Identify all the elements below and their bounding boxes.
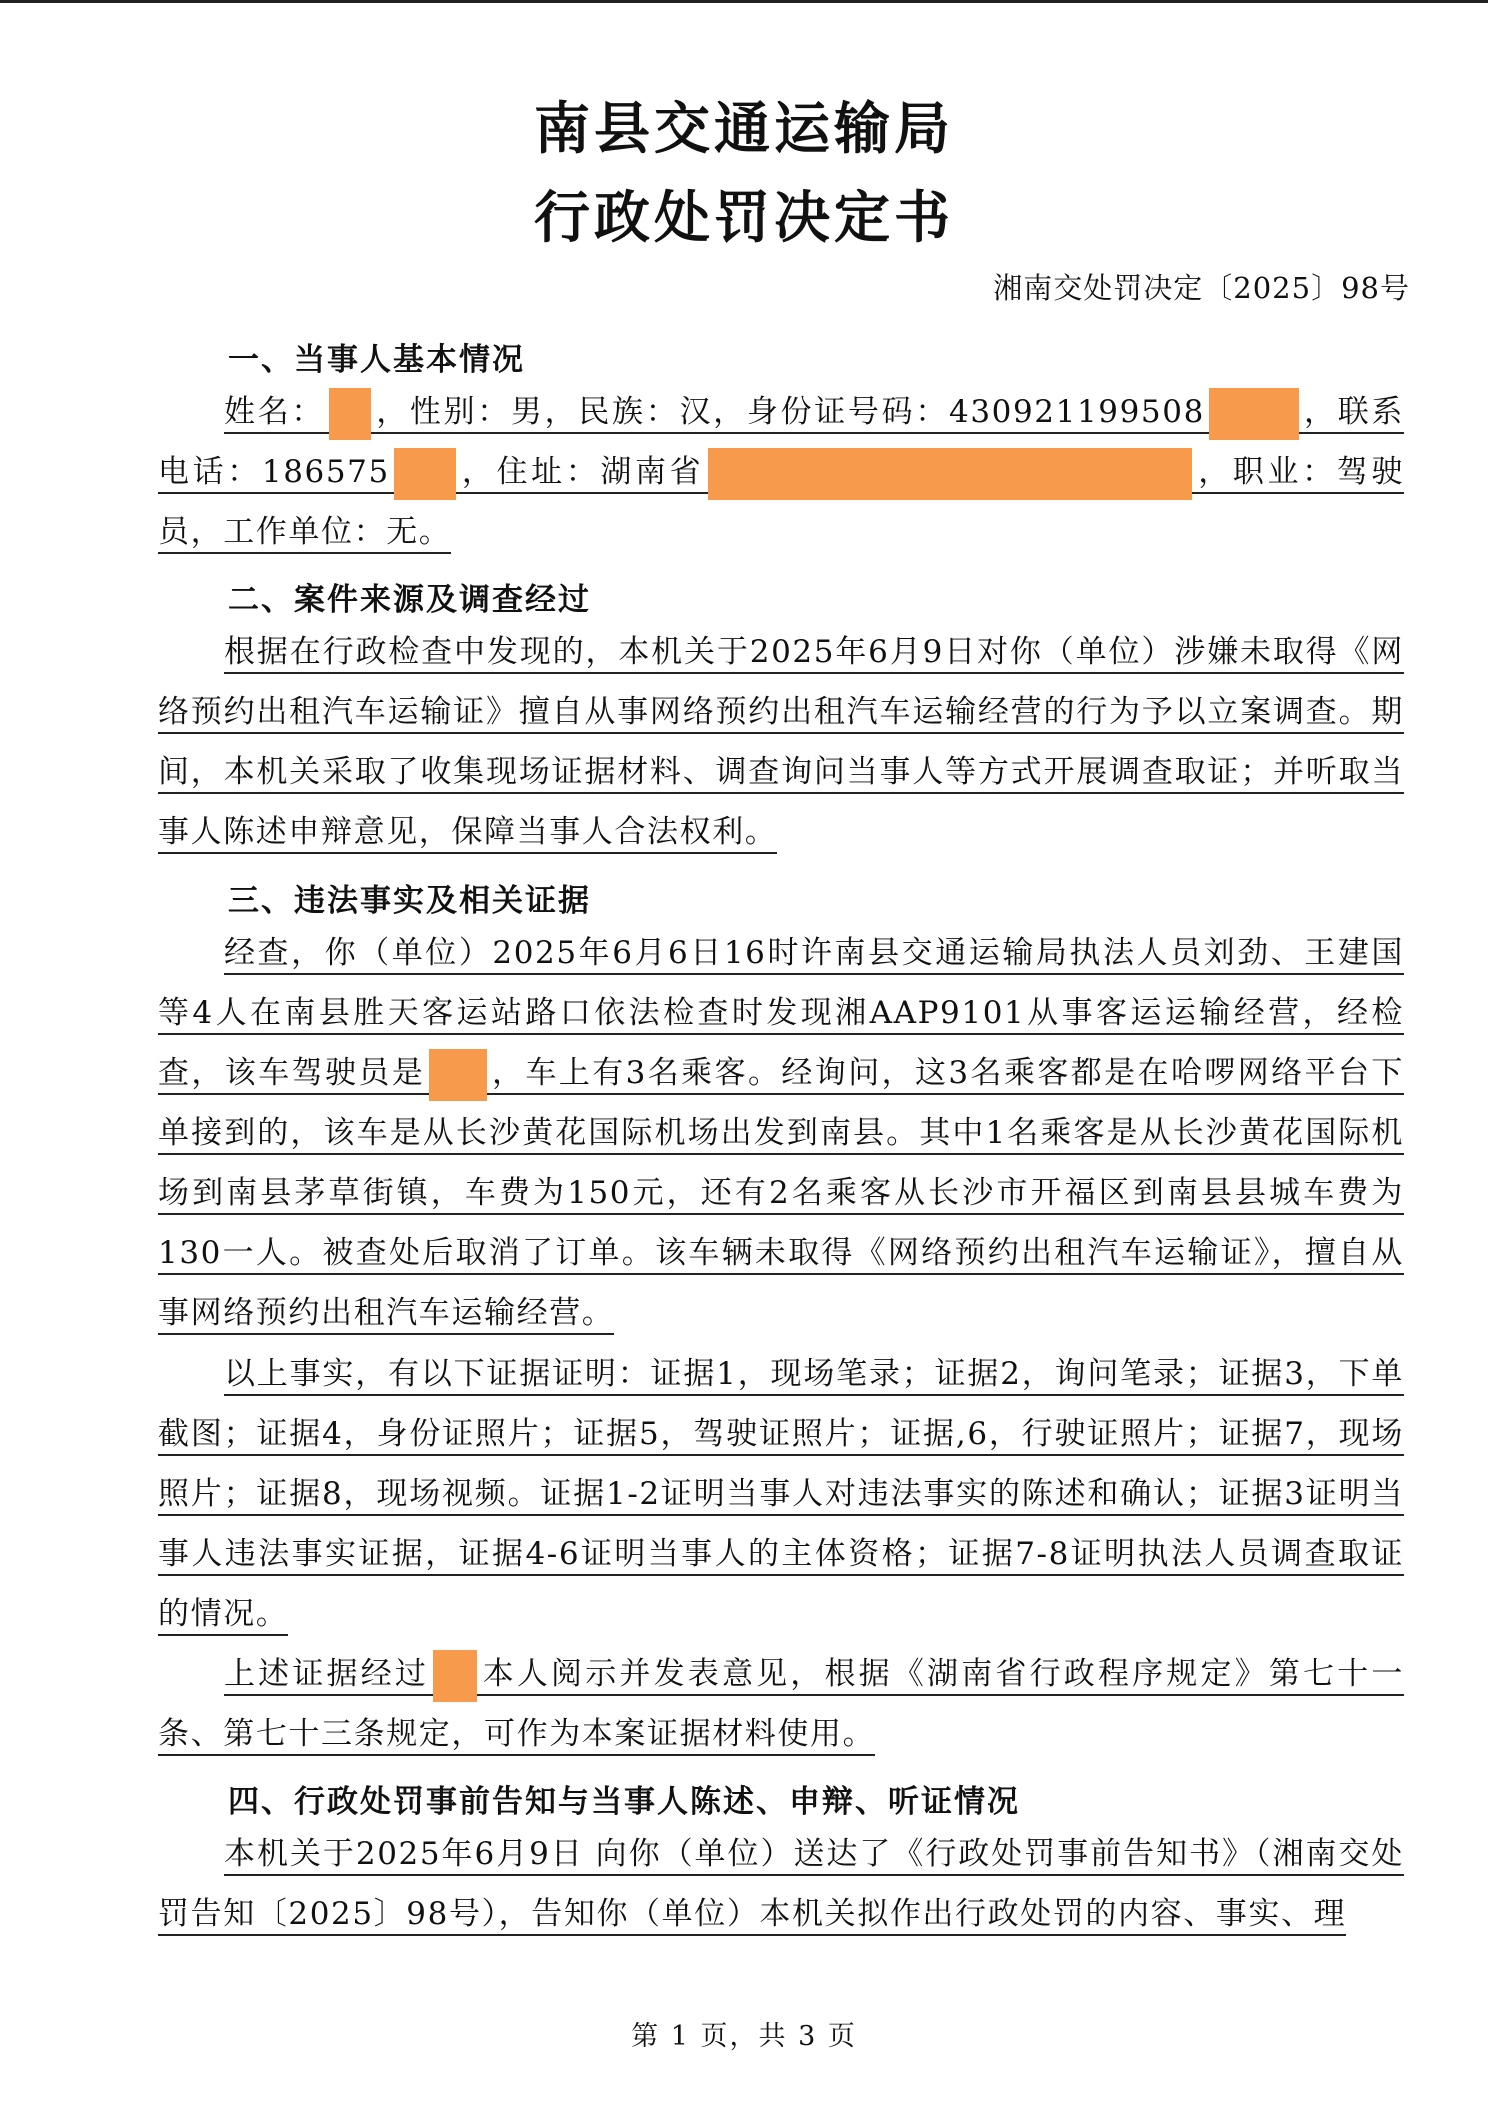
redacted-id-number [1209,388,1299,440]
review-text-b: 本人阅示并发表意见，根据《湖南省行政程序规定》第七十一条、第七十三条规定，可作为本案证据材料使用。 [158,1656,1404,1752]
review-text-a: 上述证据经过 [224,1656,430,1692]
case-source-paragraph [158,622,1404,862]
redacted-driver-name [429,1049,487,1101]
document-number: 湘南交处罚决定〔2025〕98号 [993,271,1410,305]
section-4-heading: 四、行政处罚事前告知与当事人陈述、申辩、听证情况 [228,1784,1020,1820]
facts-text-b: ，车上有3名乘客。经询问，这3名乘客都是在哈啰网络平台下单接到的，该车是从长沙黄花国际机场出发到南县。其中1名乘客是从长沙黄花国际机场到南县茅草街镇，车费为150元，还有2名乘客从长沙市开福区到南县县城车费为130一人。被查处后取消了订单。该车辆未取得《网络预约出租汽车运输证》，擅自从事网络预约出租汽车运输经营。 [158,1055,1404,1331]
party-info-text-e: ，职业：驾驶员，工作单位：无。 [158,454,1404,550]
party-info-text-c: ，联系电话：186575 [158,394,1404,490]
evidence-text: 以上事实，有以下证据证明：证据1，现场笔录；证据2，询问笔录；证据3，下单截图；证据4，身份证照片；证据5，驾驶证照片；证据,6，行驶证照片；证据7，现场照片；证据8，现场视频。证据1-2证明当事人对违法事实的陈述和确认；证据3证明当事人违法事实证据，证据4-6证明当事人的主体资格；证据7-8证明执法人员调查取证的情况。 [158,1356,1404,1636]
redacted-reviewer-name [433,1650,477,1702]
party-info-text-a: 姓名： [224,394,326,430]
party-info-text-d: ，住址：湖南省 [459,454,705,490]
redacted-name [329,388,371,440]
document-type-title: 行政处罚决定书 [534,186,954,251]
facts-text-a: 经查，你（单位）2025年6月6日16时许南县交通运输局执法人员刘劲、王建国等4人在南县胜天客运站路口依法检查时发现湘AAP9101从事客运运输经营，经检查，该车驾驶员是 [158,935,1404,1091]
redacted-address [708,448,1192,500]
section-3-heading: 三、违法事实及相关证据 [228,883,591,919]
case-source-text: 根据在行政检查中发现的，本机关于2025年6月9日对你（单位）涉嫌未取得《网络预约出租汽车运输证》擅自从事网络预约出租汽车运输经营的行为予以立案调查。期间，本机关采取了收集现场证据材料、调查询问当事人等方式开展调查取证；并听取当事人陈述申辩意见，保障当事人合法权利。 [158,634,1404,854]
party-info-text-b: ，性别：男，民族：汉，身份证号码：430921199508 [375,394,1205,430]
prior-notice-text: 本机关于2025年6月9日 向你（单位）送达了《行政处罚事前告知书》（湘南交处罚告知〔2025〕98号），告知你（单位）本机关拟作出行政处罚的内容、事实、理 [158,1836,1404,1936]
evidence-review-paragraph [158,1644,1404,1764]
section-1-heading: 一、当事人基本情况 [228,342,525,378]
party-info-paragraph [158,382,1404,562]
section-2-heading: 二、案件来源及调查经过 [228,582,591,618]
top-border-line [0,0,1488,3]
redacted-phone [394,448,456,500]
evidence-paragraph [158,1344,1404,1644]
facts-paragraph [158,923,1404,1343]
prior-notice-paragraph [158,1824,1404,1944]
issuing-authority-title: 南县交通运输局 [534,97,954,162]
page-number-footer: 第 1 页，共 3 页 [631,2021,857,2052]
